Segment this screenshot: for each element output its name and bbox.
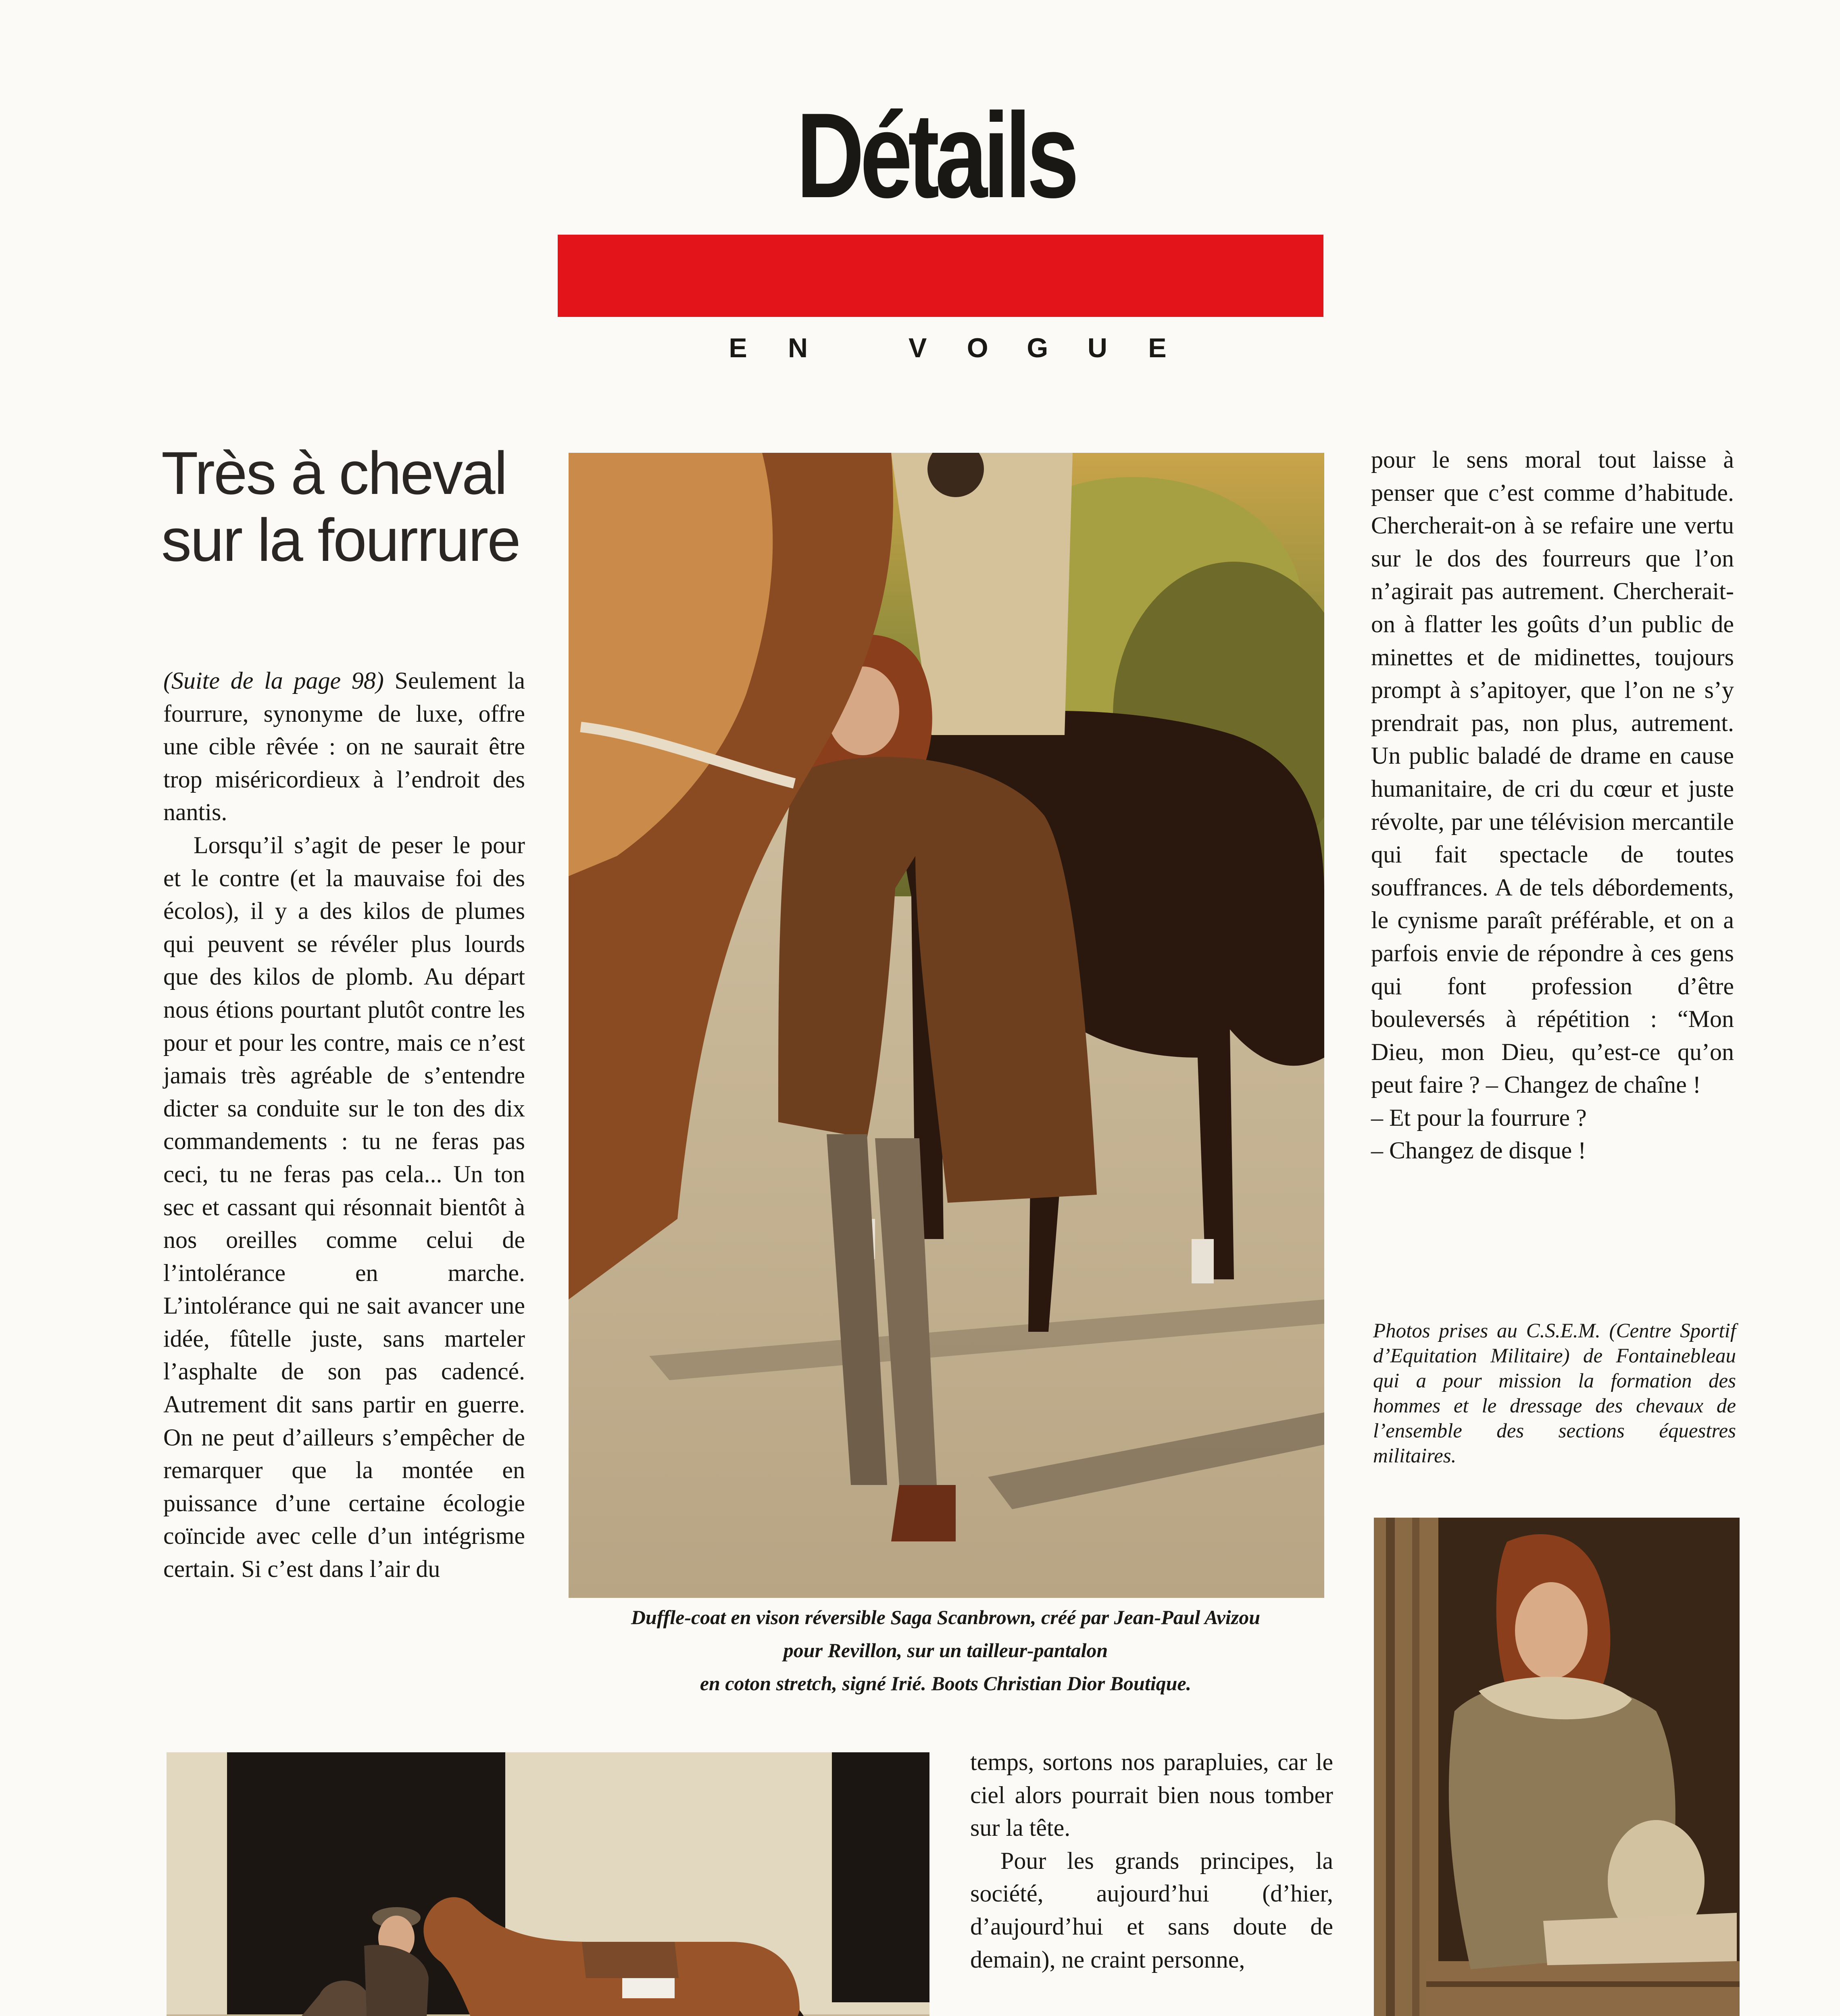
photo-illustration: [1374, 1518, 1740, 2016]
section-subtitle: [726, 330, 1169, 366]
paragraph-text: Seulement la fourrure, synonyme de luxe, offre une cible rêvée : on ne saurait être trop miséricordieux à l’endroit des nantis.: [163, 667, 525, 826]
paragraph: [163, 664, 525, 829]
subtitle-letter: N: [788, 333, 808, 363]
article-title: Très à cheval sur la fourrure: [161, 439, 520, 574]
paragraph: pour le sens moral tout laisse à penser que c’est comme d’habitude. Chercherait-on à se refaire une vertu sur le dos des fourreurs que l’on n’agirait pas autrement. Chercherait-on à flatter les goûts d’un public de minettes et de midinettes, toujours prompt à s’apitoyer, que l’on ne s’y prendrait pas, non plus, autrement. Un public baladé de drame en cause humanitaire, de cri du cœur et juste révolte, par une télévision mercantile qui fait spectacle de toutes souffrances. A de tels débordements, le cynisme paraît préférable, et on a parfois envie de répondre à ces gens qui font profession d’être bouleversés à répétition : “Mon Dieu, mon Dieu, qu’est-ce qu’on peut faire ? – Changez de chaîne !: [1371, 446, 1734, 1098]
paragraph: temps, sortons nos parapluies, car le ciel alors pourrait bien nous tomber sur la tête.: [970, 1749, 1333, 1841]
article-column-2: [970, 1746, 1333, 1976]
subtitle-letter: G: [1027, 333, 1048, 363]
paragraph: Pour les grands principes, la société, aujourd’hui (d’hier, d’aujourd’hui et sans doute de demain), ne craint personne,: [970, 1847, 1333, 1973]
photo-illustration: [569, 453, 1324, 1598]
parka-photo: [1374, 1518, 1740, 2016]
continuation-note: (Suite de la page 98): [163, 667, 384, 694]
caption-line: pour Revillon, sur un tailleur-pantalon: [783, 1639, 1108, 1662]
article-column-3: [1371, 444, 1734, 1167]
article-column-1: [163, 664, 525, 1586]
section-title: Détails: [796, 87, 1075, 223]
caption-line: Duffle-coat en vison réversible Saga Scanbrown, créé par Jean-Paul Avizou: [631, 1606, 1261, 1629]
red-accent-bar: [558, 235, 1323, 317]
paragraph: – Changez de disque !: [1371, 1137, 1586, 1164]
main-photo-caption: [563, 1601, 1329, 1700]
paragraph: – Et pour la fourrure ?: [1371, 1104, 1587, 1131]
photo-illustration: [167, 1752, 929, 2016]
subtitle-letter: U: [1087, 333, 1107, 363]
subtitle-letter: O: [967, 333, 988, 363]
subtitle-letter: V: [909, 333, 927, 363]
subtitle-letter: E: [729, 333, 747, 363]
subtitle-letter: E: [1148, 333, 1167, 363]
photo-location-caption: Photos prises au C.S.E.M. (Centre Sportif d’Equitation Militaire) de Fontainebleau qui a pour mission la formation des hommes et le dressage des chevaux de l’ensemble des sections équestres militaires.: [1373, 1320, 1736, 1467]
main-photo-horse-and-model: [569, 453, 1324, 1598]
subtitle-space: [846, 330, 870, 366]
horse-window-photo: [167, 1752, 929, 2016]
caption-line: en coton stretch, signé Irié. Boots Christian Dior Boutique.: [700, 1672, 1192, 1695]
paragraph: Lorsqu’il s’agit de peser le pour et le contre (et la mauvaise foi des écolos), il y a des kilos de plumes qui peuvent se révéler plus lourds que des kilos de plomb. Au départ nous étions pourtant plutôt contre les pour et pour les contre, mais ce n’est jamais très agréable de s’entendre dicter sa conduite sur le ton des dix commandements : tu ne feras pas ceci, tu ne feras pas cela... Un ton sec et cassant qui résonnait bientôt à nos oreilles comme celui de l’intolérance en marche. L’intolérance qui ne sait avancer une idée, fûtelle juste, sans marteler l’asphalte de son pas cadencé. Autrement dit sans partir en guerre. On ne peut d’ailleurs s’empêcher de remarquer que la montée en puissance d’une certaine écologie coïncide avec celle d’un intégrisme certain. Si c’est dans l’air du: [163, 831, 525, 1583]
